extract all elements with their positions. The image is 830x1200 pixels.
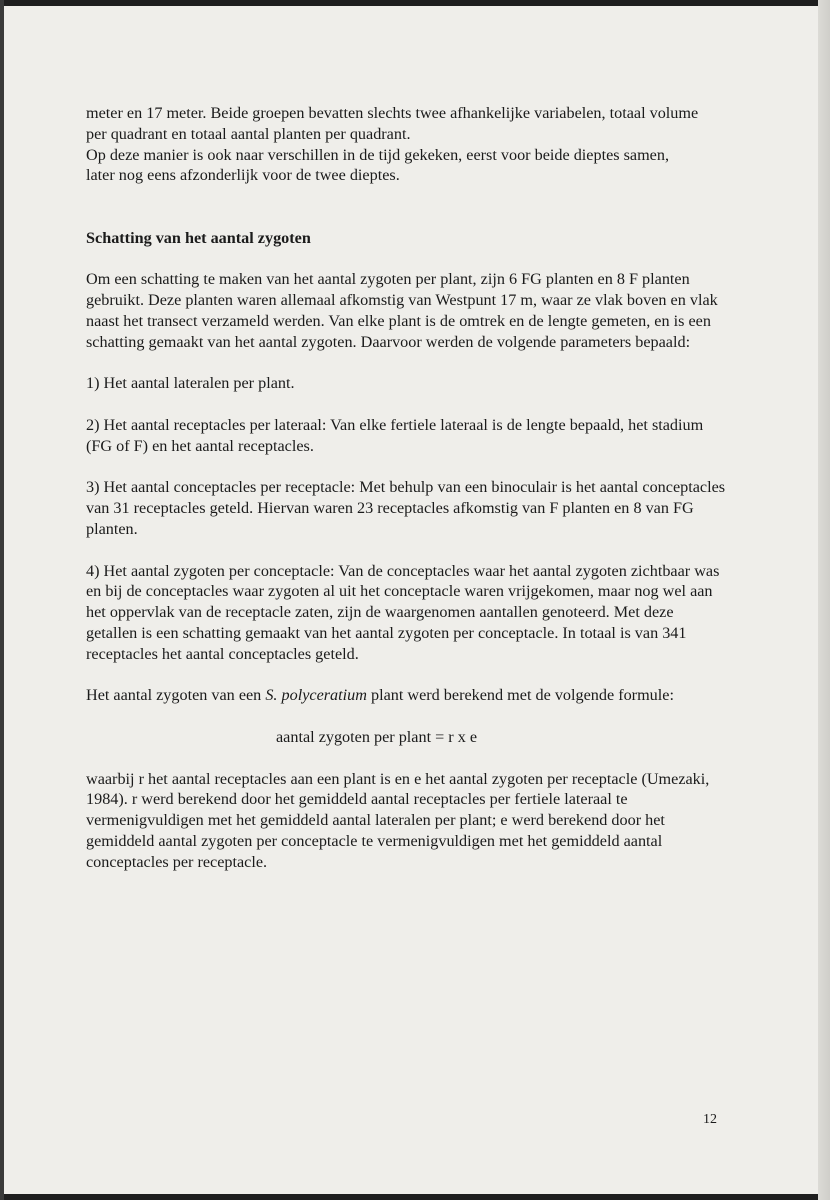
paragraph-final: waarbij r het aantal receptacles aan een plant is en e het aantal zygoten per receptacle (Umezaki, 1984). r werd berekend door het gemiddeld aantal receptacles per fertiele lateraal te vermenigvuldigen met het gemiddeld aantal lateralen per plant; e werd berekend door het gemiddeld aantal zygoten per conceptacle te vermenigvuldigen met het gemiddeld aantal conceptacles per receptacle. [86,769,710,871]
body-text [86,103,726,893]
intro-line-1: meter en 17 meter. Beide groepen bevatten slechts twee afhankelijke variabelen, totaal volume [86,104,699,122]
intro-line-2: per quadrant en totaal aantal planten per quadrant. [86,124,411,143]
list-item-4: 4) Het aantal zygoten per conceptacle: Van de conceptacles waar het aantal zygoten zichtbaar was en bij de conceptacles waar zygoten al uit het conceptacle waren vrijgekomen, maar nog wel aan het oppervlak van de receptacle zaten, zijn de waargenomen aantallen genoteerd. Met deze getallen is een schatting gemaakt van het aantal zygoten per conceptacle. In totaal is van 341 receptacles het aantal conceptacles geteld. [86,561,720,663]
intro-line-3: Op deze manier is ook naar verschillen in de tijd gekeken, eerst voor beide dieptes samen, [86,145,669,164]
intro-line-4: later nog eens afzonderlijk voor de twee dieptes. [86,166,400,185]
scan-edge-top [0,0,830,6]
list-item-1: 1) Het aantal lateralen per plant. [86,374,295,393]
scan-edge-bottom [0,1194,830,1200]
formula-intro-before: Het aantal zygoten van een [86,686,266,705]
section-heading: Schatting van het aantal zygoten [86,228,311,247]
scan-edge-left [0,0,4,1200]
species-name: S. polyceratium [265,686,367,705]
scan-edge-right [818,0,830,1200]
page-number: 12 [703,1112,717,1127]
formula-intro-after: plant werd berekend met de volgende formule: [366,686,674,705]
paragraph-1: Om een schatting te maken van het aantal zygoten per plant, zijn 6 FG planten en 8 F planten gebruikt. Deze planten waren allemaal afkomstig van Westpunt 17 m, waar ze vlak boven en vlak naast het transect verzameld werden. Van elke plant is de omtrek en de lengte gemeten, en is een schatting gemaakt van het aantal zygoten. Daarvoor werden de volgende parameters bepaald: [86,270,718,351]
list-item-2: 2) Het aantal receptacles per lateraal: Van elke fertiele lateraal is de lengte bepaald, het stadium (FG of F) en het aantal receptacles. [86,415,704,455]
formula: aantal zygoten per plant = r x e [276,727,478,746]
list-item-3: 3) Het aantal conceptacles per receptacle: Met behulp van een binoculair is het aantal conceptacles van 31 receptacles geteld. Hiervan waren 23 receptacles afkomstig van F planten en 8 van FG planten. [86,478,726,538]
formula-intro [86,685,726,706]
